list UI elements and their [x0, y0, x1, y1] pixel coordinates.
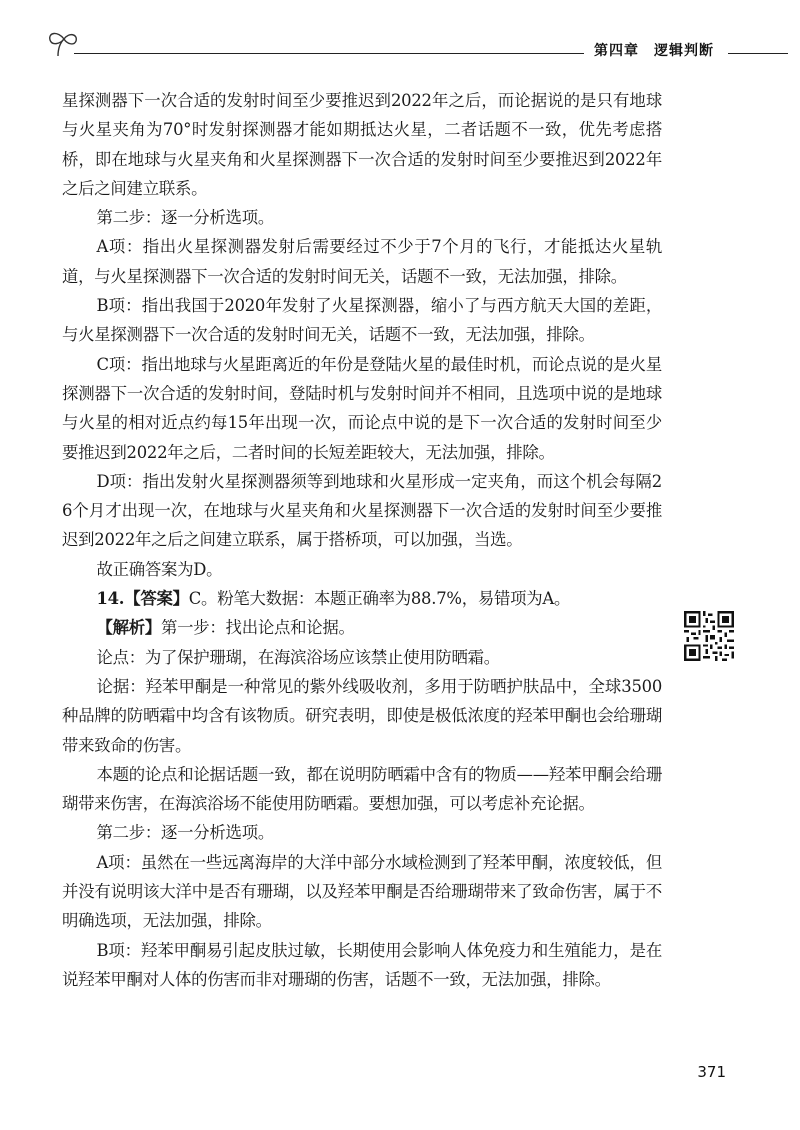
- paragraph: [62, 86, 662, 203]
- paragraph: [62, 555, 662, 584]
- paragraph-text: C项：指出地球与火星距离近的年份是登陆火星的最佳时机，而论点说的是火星探测器下一次合适的发射时间，登陆时机与发射时间并不相同，且选项中说的是地球与火星的相对近点约每15年出现一次，而论点中说的是下一次合适的发射时间至少要推迟到2022年之后，二者时间的长短差距较大，无法加强，排除。: [62, 354, 662, 462]
- paragraph: [62, 848, 662, 936]
- paragraph-text: 第一步：找出论点和论据。: [161, 618, 355, 638]
- page-body: [62, 86, 662, 994]
- paragraph-text: B项：羟苯甲酮易引起皮肤过敏，长期使用会影响人体免疫力和生殖能力，是在说羟苯甲酮对人体的伤害而非对珊瑚的伤害，话题不一致，无法加强，排除。: [62, 940, 662, 989]
- paragraph-text: 论据：羟苯甲酮是一种常见的紫外线吸收剂，多用于防晒护肤品中，全球3500种品牌的防晒霜中均含有该物质。研究表明，即使是极低浓度的羟苯甲酮也会给珊瑚带来致命的伤害。: [62, 676, 662, 755]
- paragraph: [62, 467, 662, 555]
- paragraph: [62, 350, 662, 467]
- paragraph-text: A项：指出火星探测器发射后需要经过不少于7个月的飞行，才能抵达火星轨道，与火星探测器下一次合适的发射时间无关，话题不一致，无法加强，排除。: [62, 237, 662, 286]
- paragraph-text: 论点：为了保护珊瑚，在海滨浴场应该禁止使用防晒霜。: [96, 647, 500, 667]
- paragraph: [62, 291, 662, 350]
- header-rule-right: [728, 53, 788, 54]
- paragraph: [62, 643, 662, 672]
- page-header: [0, 0, 800, 70]
- paragraph: [62, 613, 662, 642]
- paragraph: [62, 672, 662, 760]
- paragraph-text: B项：指出我国于2020年发射了火星探测器，缩小了与西方航天大国的差距，与火星探测器下一次合适的发射时间无关，话题不一致，无法加强，排除。: [62, 296, 662, 345]
- paragraph-text: 故正确答案为D。: [96, 559, 223, 579]
- paragraph-text: 第二步：逐一分析选项。: [96, 208, 274, 228]
- header-rule-left: [74, 53, 584, 54]
- paragraph-text: A项：虽然在一些远离海岸的大洋中部分水域检测到了羟苯甲酮，浓度较低，但并没有说明该大洋中是否有珊瑚，以及羟苯甲酮是否给珊瑚带来了致命伤害，属于不明确选项，无法加强，排除。: [62, 852, 662, 931]
- paragraph-text: 第二步：逐一分析选项。: [96, 823, 274, 843]
- qr-code-icon[interactable]: [684, 611, 734, 661]
- sprout-icon: [44, 26, 84, 66]
- paragraph: [62, 203, 662, 232]
- paragraph-text: 星探测器下一次合适的发射时间至少要推迟到2022年之后，而论据说的是只有地球与火星夹角为70°时发射探测器才能如期抵达火星，二者话题不一致，优先考虑搭桥，即在地球与火星夹角和火星探测器下一次合适的发射时间至少要推迟到2022年之后之间建立联系。: [62, 91, 662, 198]
- paragraph-label: 【解析】: [96, 618, 161, 638]
- chapter-title: 第四章 逻辑判断: [594, 43, 714, 59]
- paragraph: [62, 936, 662, 995]
- paragraph: [62, 584, 662, 613]
- paragraph-text: C。粉笔大数据：本题正确率为88.7%，易错项为A。: [188, 589, 571, 609]
- paragraph-text: 本题的论点和论据话题一致，都在说明防晒霜中含有的物质——羟苯甲酮会给珊瑚带来伤害，在海滨浴场不能使用防晒霜。要想加强，可以考虑补充论据。: [62, 764, 662, 814]
- paragraph: [62, 818, 662, 847]
- paragraph-text: D项：指出发射火星探测器须等到地球和火星形成一定夹角，而这个机会每隔26个月才出现一次，在地球与火星夹角和火星探测器下一次合适的发射时间至少要推迟到2022年之后之间建立联系，属于搭桥项，可以加强，当选。: [62, 471, 662, 550]
- paragraph-label: 14.【答案】: [96, 589, 189, 609]
- page-number: 371: [697, 1063, 726, 1081]
- paragraph: [62, 232, 662, 291]
- paragraph: [62, 760, 662, 819]
